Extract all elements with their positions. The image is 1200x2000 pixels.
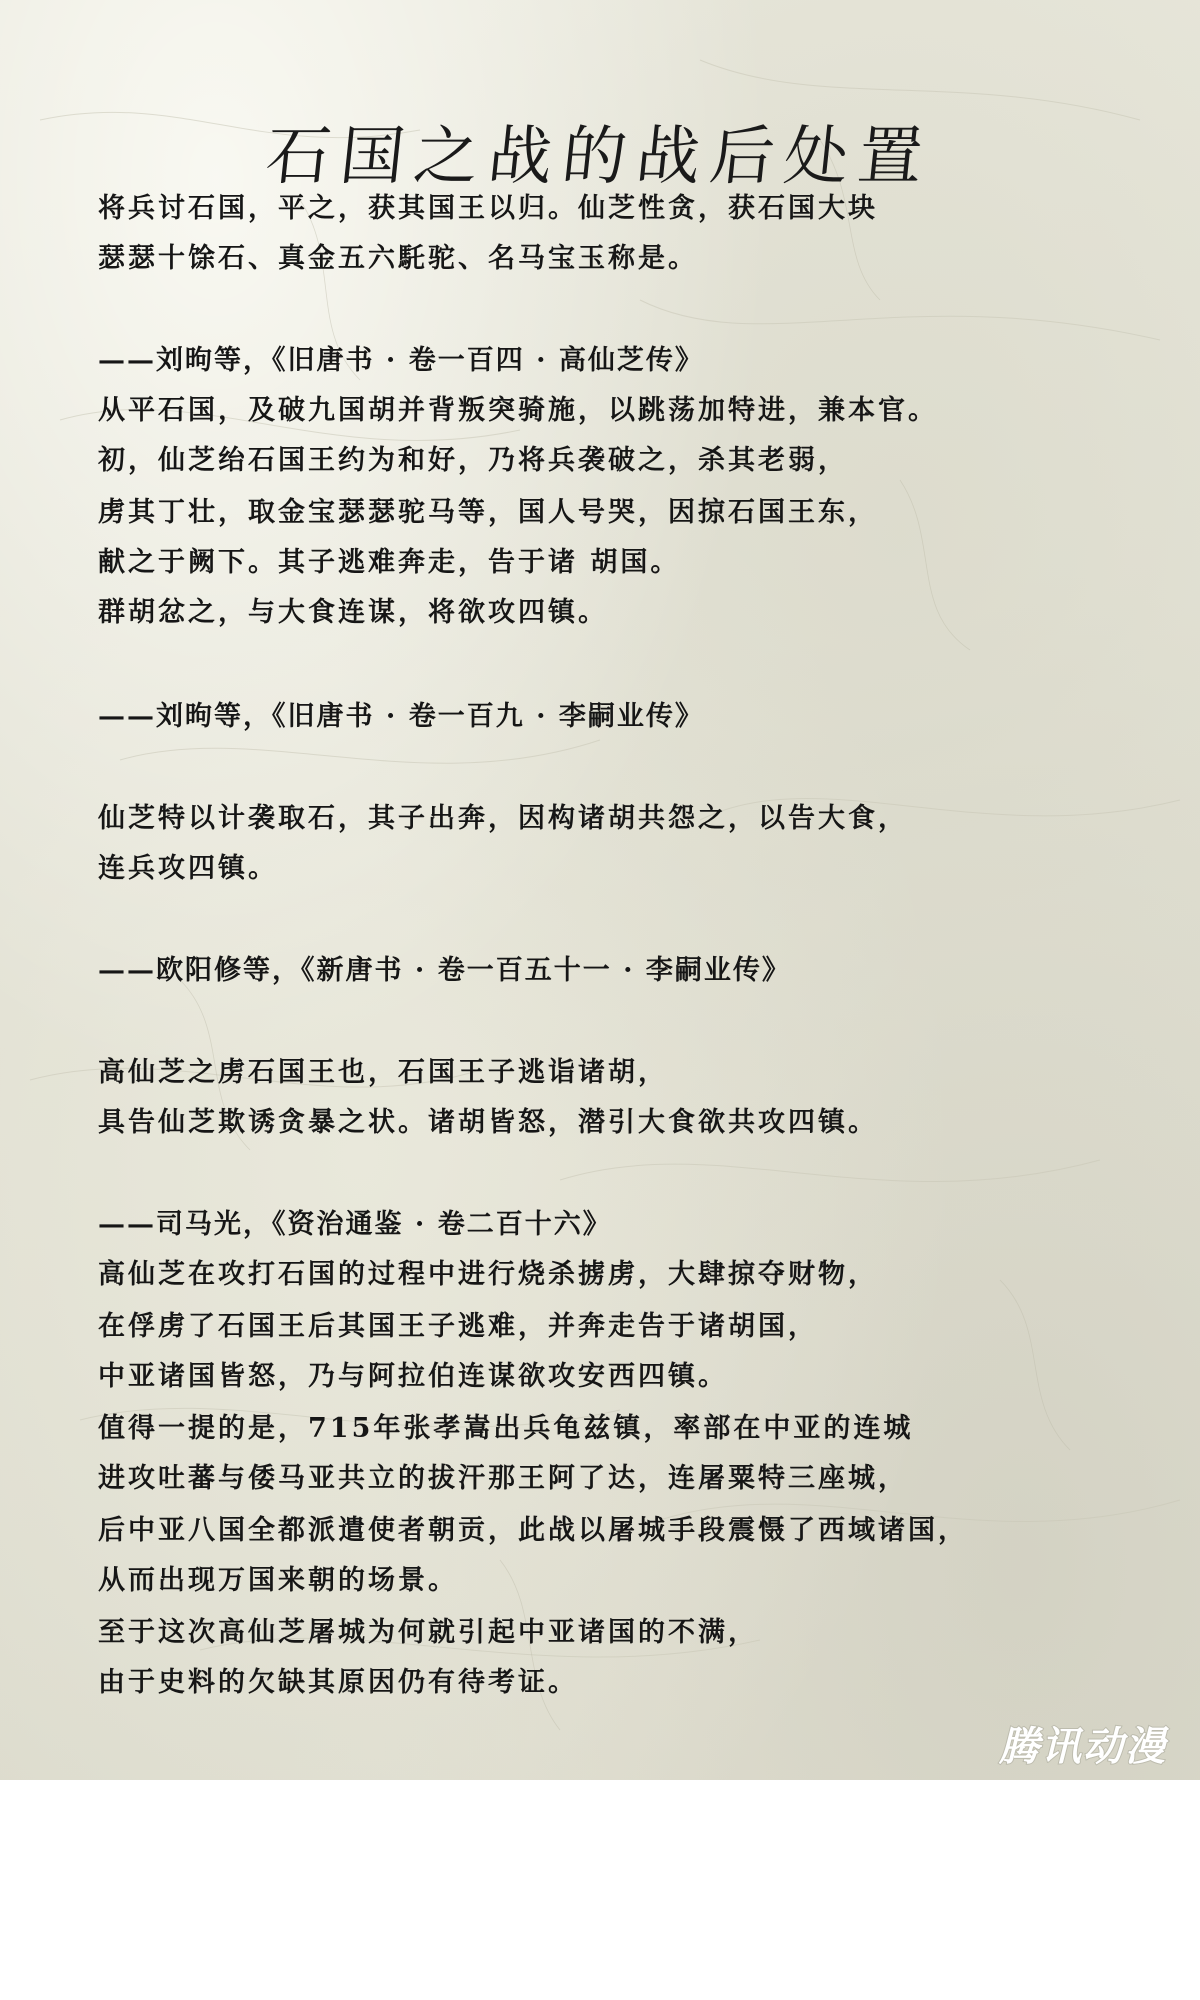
text-line: 中亚诸国皆怒，乃与阿拉伯连谋欲攻安西四镇。 bbox=[98, 1361, 728, 1392]
text-line: 初，仙芝绐石国王约为和好，乃将兵袭破之，杀其老弱， bbox=[98, 445, 848, 476]
text-line: 从而出现万国来朝的场景。 bbox=[98, 1565, 458, 1596]
text-line: 高仙芝之虏石国王也，石国王子逃诣诸胡， bbox=[98, 1057, 668, 1088]
citation-line: ——欧阳修等，《新唐书 · 卷一百五十一 · 李嗣业传》 bbox=[98, 955, 791, 986]
text-line: 从平石国，及破九国胡并背叛突骑施，以跳荡加特进，兼本官。 bbox=[98, 395, 938, 426]
text-line: 虏其丁壮，取金宝瑟瑟驼马等，国人号哭，因掠石国王东， bbox=[98, 497, 878, 528]
text-line: 后中亚八国全都派遣使者朝贡，此战以屠城手段震慑了西域诸国， bbox=[98, 1515, 968, 1546]
citation-line: ——司马光，《资治通鉴 · 卷二百十六》 bbox=[98, 1209, 612, 1240]
text-line: 至于这次高仙芝屠城为何就引起中亚诸国的不满， bbox=[98, 1617, 758, 1648]
text-line: 献之于阙下。其子逃难奔走，告于诸 胡国。 bbox=[98, 547, 681, 578]
text-line: 仙芝特以计袭取石，其子出奔，因构诸胡共怨之，以告大食， bbox=[98, 803, 908, 834]
text-line: 连兵攻四镇。 bbox=[98, 853, 278, 884]
citation-line: ——刘昫等，《旧唐书 · 卷一百四 · 高仙芝传》 bbox=[98, 345, 704, 376]
text-line: 瑟瑟十馀石、真金五六馲驼、名马宝玉称是。 bbox=[98, 243, 698, 274]
text-line: 将兵讨石国，平之，获其国王以归。仙芝性贪，获石国大块 bbox=[98, 193, 878, 224]
page-title: 石国之战的战后处置 bbox=[262, 119, 937, 194]
tencent-comic-watermark-icon bbox=[995, 1720, 1180, 1770]
text-line: 由于史料的欠缺其原因仍有待考证。 bbox=[98, 1667, 578, 1698]
text-line: 在俘虏了石国王后其国王子逃难，并奔走告于诸胡国， bbox=[98, 1311, 818, 1342]
text-line: 值得一提的是，715年张孝嵩出兵龟兹镇，率部在中亚的连城 bbox=[98, 1413, 914, 1444]
text-line: 高仙芝在攻打石国的过程中进行烧杀掳虏，大肆掠夺财物， bbox=[98, 1259, 878, 1290]
text-line: 进攻吐蕃与倭马亚共立的拔汗那王阿了达，连屠粟特三座城， bbox=[98, 1463, 908, 1494]
svg-text:腾讯动漫: 腾讯动漫 bbox=[999, 1724, 1167, 1770]
citation-line: ——刘昫等，《旧唐书 · 卷一百九 · 李嗣业传》 bbox=[98, 701, 704, 732]
text-line: 具告仙芝欺诱贪暴之状。诸胡皆怒，潜引大食欲共攻四镇。 bbox=[98, 1107, 878, 1138]
text-line: 群胡忿之，与大食连谋，将欲攻四镇。 bbox=[98, 597, 608, 628]
